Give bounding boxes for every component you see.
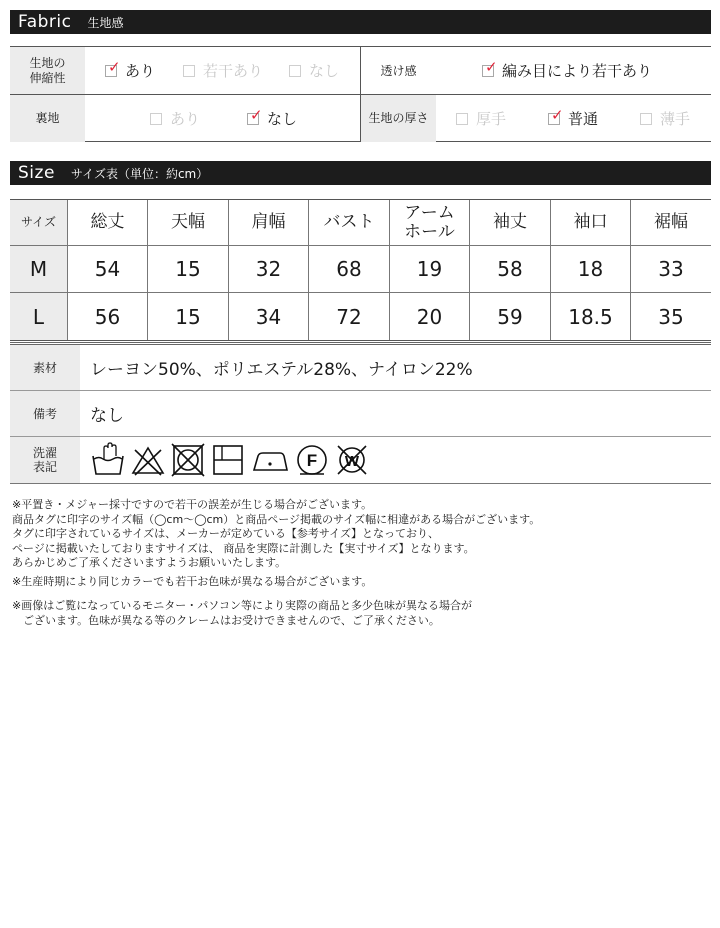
- lining-label: 裏地: [10, 95, 85, 142]
- header-cell: 肩幅: [228, 200, 308, 245]
- header-cell: 天幅: [147, 200, 228, 245]
- info-table: [10, 342, 711, 484]
- value-cell: 33: [630, 246, 711, 292]
- value-cell: 19: [389, 246, 469, 292]
- material-value: レーヨン50%、ポリエステル28%、ナイロン22%: [90, 360, 473, 380]
- fabric-table: [10, 46, 711, 142]
- value-cell: 20: [389, 293, 469, 340]
- size-table: [10, 199, 711, 341]
- care-label: [10, 437, 80, 483]
- care-icons: [80, 437, 370, 483]
- footnote: ※画像はご覧になっているモニター・パソコン等により実際の商品と多少色味が異なる場合が: [12, 599, 472, 612]
- stretch-option-jakkan[interactable]: [183, 47, 263, 94]
- value-cell: 18: [550, 246, 630, 292]
- notes-row: [10, 391, 711, 437]
- line-dry-icon: [210, 442, 246, 478]
- header-cell: 袖口: [550, 200, 630, 245]
- option-label: 若干あり: [203, 62, 264, 80]
- notes-label: 備考: [10, 391, 80, 436]
- footnote: ※平置き・メジャー採寸ですので若干の誤差が生じる場合がございます。: [12, 498, 373, 511]
- no-bleach-icon: [130, 442, 166, 478]
- value-cell: 56: [67, 293, 147, 340]
- footnotes: [12, 498, 712, 628]
- header-cell: 裾幅: [630, 200, 711, 245]
- checkbox-icon: [482, 57, 498, 77]
- fabric-row-2: [10, 95, 711, 142]
- size-title: Size: [18, 163, 55, 183]
- notes-value: なし: [90, 406, 124, 426]
- wet-clean-letter: W: [344, 453, 360, 470]
- option-label: 普通: [568, 110, 599, 128]
- checkbox-icon: [105, 57, 121, 77]
- sheer-label: 透け感: [380, 64, 417, 78]
- stretch-option-ari[interactable]: [105, 47, 155, 94]
- check-mark-icon: ✓: [108, 57, 121, 76]
- check-mark-icon: ✓: [485, 57, 498, 76]
- header-cell: サイズ: [10, 200, 67, 245]
- checkbox-icon: [456, 113, 468, 125]
- fabric-section-header: [10, 10, 711, 34]
- thickness-option-atsude[interactable]: [456, 95, 506, 142]
- header-cell: 袖丈: [469, 200, 550, 245]
- dry-clean-letter: F: [306, 451, 318, 470]
- size-cell: M: [10, 246, 67, 292]
- header-cell: バスト: [308, 200, 389, 245]
- value-cell: 34: [228, 293, 308, 340]
- lining-option-ari[interactable]: [150, 95, 200, 142]
- footnote: ※生産時期により同じカラーでも若干お色味が異なる場合がございます。: [12, 574, 373, 588]
- option-label: あり: [125, 62, 156, 80]
- option-label: なし: [309, 62, 340, 80]
- value-cell: 72: [308, 293, 389, 340]
- value-cell: 58: [469, 246, 550, 292]
- dry-clean-f-icon: [294, 442, 330, 478]
- checkbox-icon: [640, 113, 652, 125]
- stretch-label-line2: 伸縮性: [29, 70, 66, 85]
- fabric-title: Fabric: [18, 12, 72, 32]
- footnote: 商品タグに印字のサイズ幅（◯cm〜◯cm）と商品ページ掲載のサイズ幅に相違がある場合がございます。: [12, 512, 541, 526]
- size-subtitle: サイズ表（単位：約cm）: [70, 166, 209, 181]
- checkbox-icon: [183, 65, 195, 77]
- checkbox-icon: [548, 105, 564, 125]
- size-section-header: [10, 161, 711, 185]
- option-label: 編み目により若干あり: [502, 62, 653, 80]
- material-row: [10, 345, 711, 391]
- care-label-line1: 洗濯: [32, 446, 57, 460]
- thickness-label: 生地の厚さ: [361, 95, 436, 142]
- option-label: 厚手: [476, 110, 507, 128]
- fabric-subtitle: 生地感: [87, 15, 124, 30]
- care-row: [10, 437, 711, 483]
- checkbox-icon: [289, 65, 301, 77]
- value-cell: 15: [147, 293, 228, 340]
- lining-option-nashi[interactable]: [247, 95, 297, 142]
- option-label: 薄手: [660, 110, 691, 128]
- fabric-row-1: [10, 47, 711, 95]
- stretch-option-nashi[interactable]: [289, 47, 339, 94]
- value-cell: 18.5: [550, 293, 630, 340]
- thickness-option-futsuu[interactable]: [548, 95, 598, 142]
- value-cell: 35: [630, 293, 711, 340]
- header-cell: アーム ホール: [389, 200, 469, 245]
- no-tumble-dry-icon: [170, 442, 206, 478]
- footnote: ページに掲載いたしておりますサイズは、 商品を実際に計測した【実寸サイズ】となります。: [12, 541, 475, 555]
- value-cell: 68: [308, 246, 389, 292]
- checkbox-icon: [150, 113, 162, 125]
- value-cell: 59: [469, 293, 550, 340]
- header-cell: 総丈: [67, 200, 147, 245]
- hand-wash-icon: [90, 442, 126, 478]
- footnote: タグに印字されているサイズは、メーカーが定めている【参考サイズ】となっており、: [12, 527, 440, 540]
- table-row: [10, 246, 711, 293]
- stretch-label: [10, 47, 85, 94]
- iron-low-icon: [250, 442, 290, 478]
- value-cell: 32: [228, 246, 308, 292]
- option-label: なし: [267, 110, 298, 128]
- table-row: [10, 293, 711, 340]
- material-label: 素材: [10, 345, 80, 390]
- size-cell: L: [10, 293, 67, 340]
- check-mark-icon: ✓: [551, 105, 564, 124]
- size-table-header-row: [10, 200, 711, 246]
- footnote: あらかじめご了承くださいますようお願いいたします。: [12, 556, 287, 569]
- checkbox-icon: [247, 105, 263, 125]
- care-label-line2: 表記: [32, 460, 57, 474]
- value-cell: 54: [67, 246, 147, 292]
- check-mark-icon: ✓: [250, 105, 263, 124]
- stretch-label-line1: 生地の: [29, 55, 66, 70]
- sheer-option[interactable]: [482, 47, 652, 94]
- footnote: ございます。色味が異なる等のクレームはお受けできませんので、ご了承ください。: [23, 613, 440, 627]
- value-cell: 15: [147, 246, 228, 292]
- option-label: あり: [170, 110, 201, 128]
- no-wet-clean-icon: [334, 442, 370, 478]
- thickness-option-usude[interactable]: [640, 95, 690, 142]
